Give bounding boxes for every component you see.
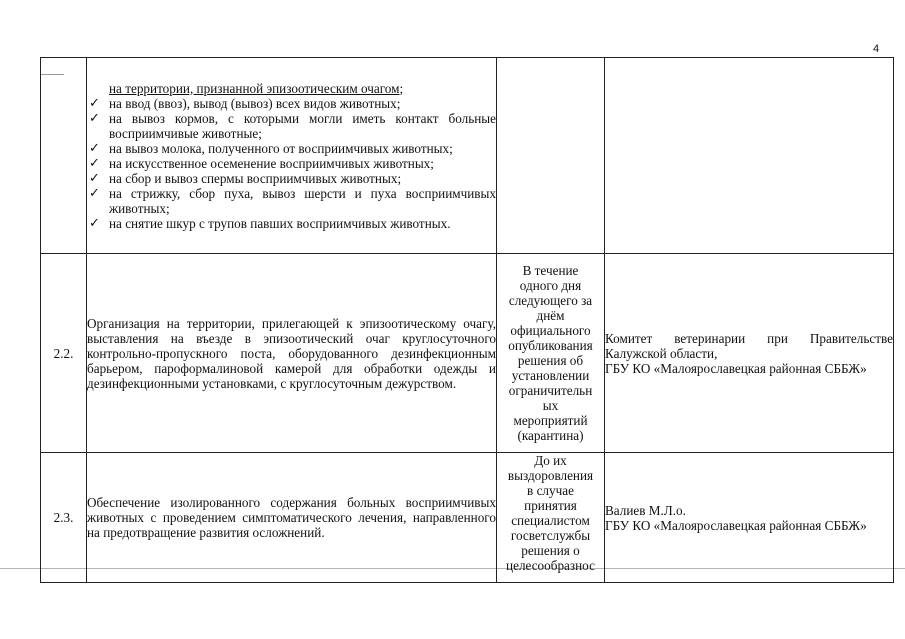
list-item-text: на ввод (ввоз), вывод (вывоз) всех видов животных; xyxy=(109,95,401,111)
row-number: 2.3. xyxy=(41,453,87,583)
restrictions-list xyxy=(87,96,496,231)
term-line: До их xyxy=(534,453,567,468)
list-item-text: на снятие шкур с трупов павших восприимчивых животных. xyxy=(109,215,451,231)
list-item-text: на стрижку, сбор пуха, вывоз шерсти и пуха восприимчивых животных; xyxy=(109,185,496,216)
responsible-line: ГБУ КО «Малоярославецкая районная СББЖ» xyxy=(605,360,867,376)
term-cell xyxy=(497,254,605,453)
checkmark-icon: ✓ xyxy=(89,170,100,186)
list-item xyxy=(87,111,496,141)
table-row xyxy=(41,453,894,583)
list-item xyxy=(87,141,496,156)
checkmark-icon: ✓ xyxy=(89,95,100,111)
checkmark-icon: ✓ xyxy=(89,110,100,126)
list-item xyxy=(87,186,496,216)
responsible-cell xyxy=(605,254,894,453)
list-item xyxy=(87,96,496,111)
term-line: выздоровления xyxy=(507,468,594,483)
term-line: следующего за xyxy=(508,293,593,308)
list-item-text: на сбор и вывоз спермы восприимчивых животных; xyxy=(109,170,402,186)
measures-table xyxy=(40,57,894,583)
list-item xyxy=(87,156,496,171)
term-line: опубликования xyxy=(508,338,593,353)
term-line: днём xyxy=(536,308,565,323)
term-line: ограничительн xyxy=(508,383,593,398)
checkmark-icon: ✓ xyxy=(89,155,100,171)
responsible-line: Комитет ветеринарии при Правительстве Калужской области, xyxy=(605,330,893,361)
table-row xyxy=(41,254,894,453)
measures-cell: Организация на территории, прилегающей к эпизоотическому очагу, выставления на въезде в эпизоотический очаг круглосуточного контрольно-пропускного поста, оборудованного дезинфекционным барьером, пароформалиновой камерой для обработки одежды и дезинфекционными установками, с круглосуточным дежурством. xyxy=(87,254,497,453)
list-item-text: на искусственное осеменение восприимчивых животных; xyxy=(109,155,434,171)
term-line: одного дня xyxy=(519,278,582,293)
list-item xyxy=(87,216,496,231)
term-cell xyxy=(497,453,605,583)
row-number xyxy=(41,58,87,254)
page-number: 4 xyxy=(873,43,880,55)
list-item xyxy=(87,171,496,186)
term-line: принятия xyxy=(524,498,577,513)
responsible-line: ГБУ КО «Малоярославецкая районная СББЖ» xyxy=(605,517,867,533)
continuation-text: на территории, признанной эпизоотическим очагом; xyxy=(109,80,404,96)
responsible-cell xyxy=(605,453,894,583)
list-item-text: на вывоз молока, полученного от восприимчивых животных; xyxy=(109,140,453,156)
term-line: официального xyxy=(510,323,591,338)
term-line: (карантина) xyxy=(517,428,584,443)
term-line: специалистом xyxy=(511,513,590,528)
term-line: В течение xyxy=(522,263,579,278)
checkmark-icon: ✓ xyxy=(89,185,100,201)
checkmark-icon: ✓ xyxy=(89,140,100,156)
row-number: 2.2. xyxy=(41,254,87,453)
term-line: решения о xyxy=(521,543,580,558)
term-line: мероприятий xyxy=(513,413,588,428)
measures-cell: Обеспечение изолированного содержания больных восприимчивых животных с проведением симптоматического лечения, направленного на предотвращение развития осложнений. xyxy=(87,453,497,583)
responsible-cell xyxy=(605,58,894,254)
term-line: ых xyxy=(542,398,559,413)
term-line: целесообразнос xyxy=(506,558,595,573)
table-row xyxy=(41,58,894,254)
measures-cell xyxy=(87,58,497,254)
term-line: установлении xyxy=(511,368,590,383)
responsible-line: Валиев М.Л.о. xyxy=(605,502,686,518)
term-cell xyxy=(497,58,605,254)
checkmark-icon: ✓ xyxy=(89,215,100,231)
list-item-text: на вывоз кормов, с которыми могли иметь контакт больные восприимчивые животные; xyxy=(109,110,496,141)
term-line: решения об xyxy=(517,353,584,368)
term-line: в случае xyxy=(527,483,574,498)
term-line: госветслужбы xyxy=(510,528,591,543)
